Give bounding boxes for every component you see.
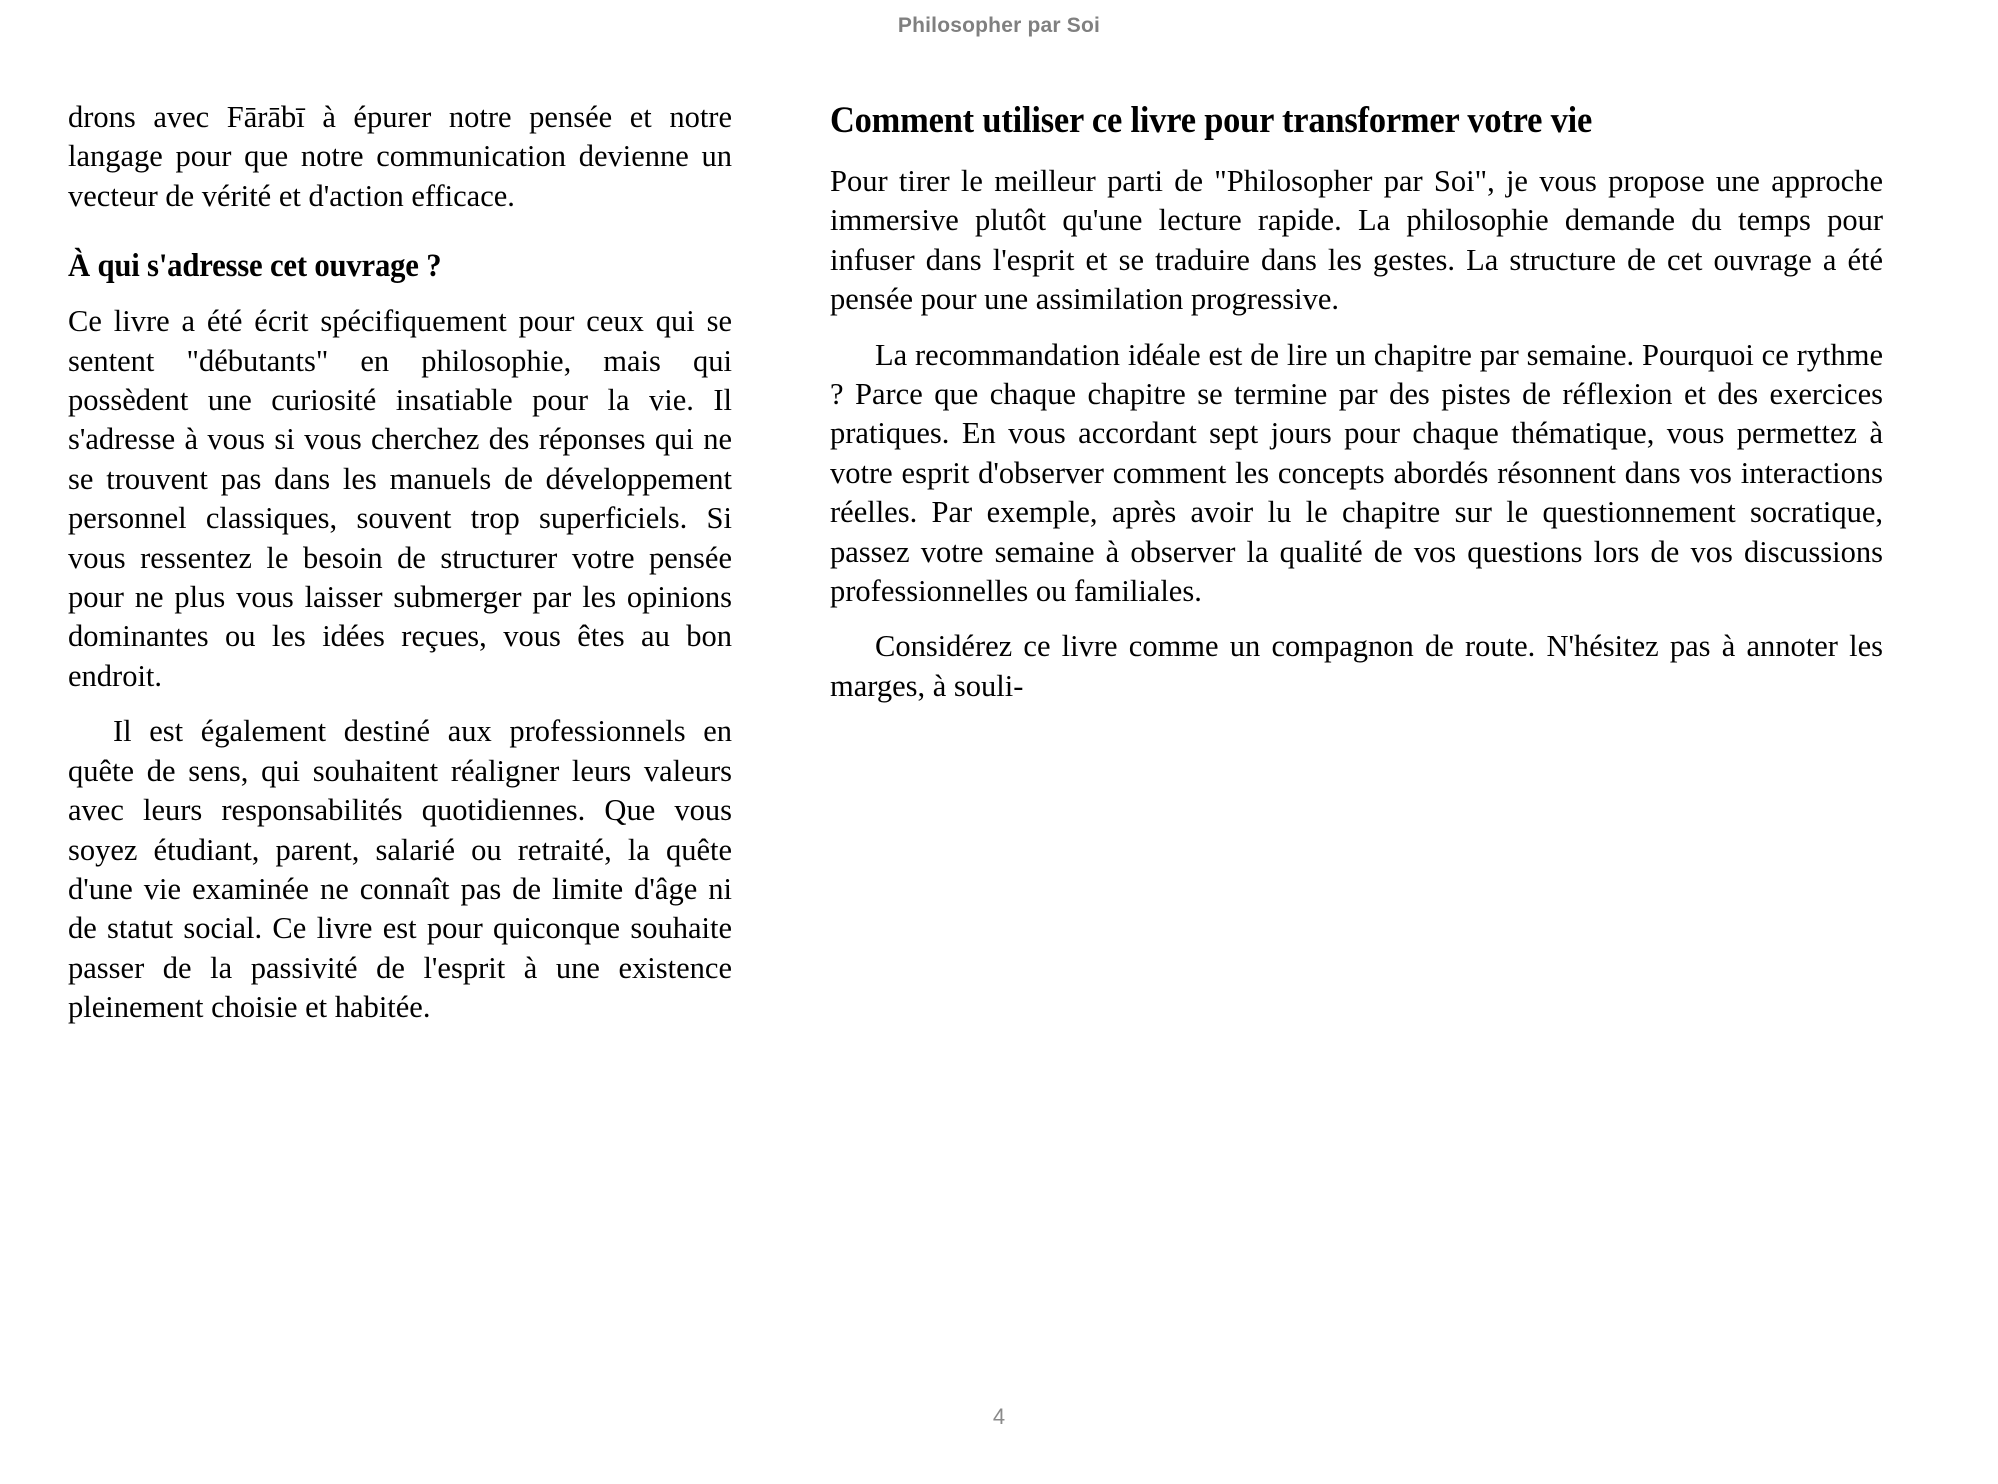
- paragraph: Ce livre a été écrit spécifiquement pour ceux qui se sentent "débutants" en philosophie, mais qui possèdent une curiosité insatiable pour la vie. Il s'adresse à vous si vous cherchez des réponses qui ne se trouvent pas dans les manuels de développement personnel classiques, souvent trop superficiels. Si vous ressentez le besoin de structurer votre pensée pour ne plus vous laisser submerger par les opinions dominantes ou les idées reçues, vous êtes au bon endroit.: [68, 304, 732, 693]
- two-column-text-body: [68, 98, 1883, 1328]
- running-head: Philosopher par Soi: [897, 14, 1101, 37]
- spacer-after-heading: [830, 144, 1883, 162]
- paragraph: Il est également destiné aux professionnels en quête de sens, qui souhaitent réaligner leurs valeurs avec leurs responsabilités quotidiennes. Que vous soyez étudiant, parent, salarié ou retraité, la quête d'une vie examinée ne connaît pas de limite d'âge ni de statut social. Ce livre est pour quiconque souhaite passer de la passivité de l'esprit à une existence pleinement choisie et habitée.: [68, 714, 732, 1025]
- left-column: [68, 98, 732, 1328]
- spacer-before-heading: [68, 216, 732, 246]
- paragraph: Considérez ce livre comme un compagnon de route. N'hésitez pas à annoter les marges, à souli-: [830, 629, 1883, 703]
- continued-paragraph: drons avec Fārābī à épurer notre pensée et notre langage pour que notre communication devienne un vecteur de vérité et d'action efficace.: [68, 100, 732, 213]
- right-column: [830, 98, 1883, 1328]
- spacer-after-heading: [68, 286, 732, 302]
- section-heading-comment-utiliser: Comment utiliser ce livre pour transformer votre vie: [830, 100, 1593, 141]
- section-heading-a-qui-s-adresse: À qui s'adresse cet ouvrage ?: [68, 248, 442, 285]
- page-number: 4: [992, 1404, 1006, 1429]
- paragraph: Pour tirer le meilleur parti de "Philosopher par Soi", je vous propose une approche immersive plutôt qu'une lecture rapide. La philosophie demande du temps pour infuser dans l'esprit et se traduire dans les gestes. La structure de cet ouvrage a été pensée pour une assimilation progressive.: [830, 164, 1883, 317]
- paragraph: La recommandation idéale est de lire un chapitre par semaine. Pourquoi ce rythme ? Parce que chaque chapitre se termine par des pistes de réflexion et des exercices pratiques. En vous accordant sept jours pour chaque thématique, vous permettez à votre esprit d'observer comment les concepts abordés résonnent dans vos interactions réelles. Par exemple, après avoir lu le chapitre sur le questionnement socratique, passez votre semaine à observer la qualité de vos questions lors de vos discussions professionnelles ou familiales.: [830, 337, 1883, 609]
